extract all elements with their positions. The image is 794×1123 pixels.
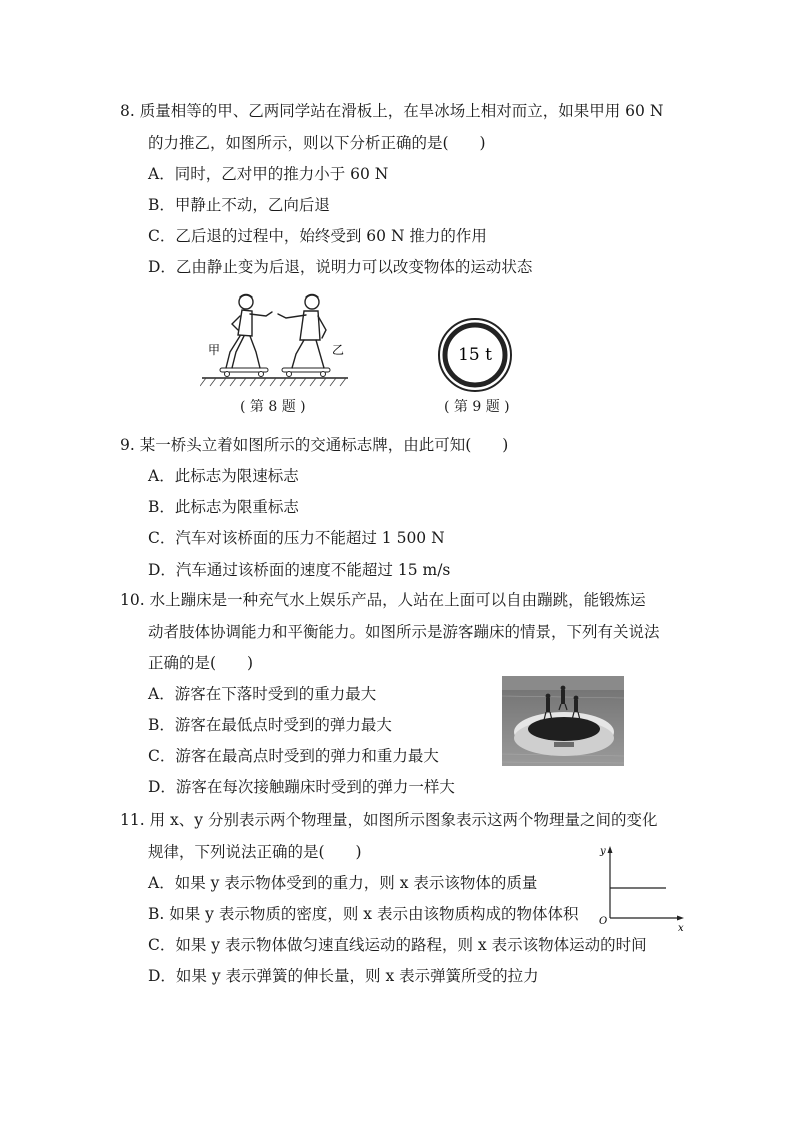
q8-number: 8. bbox=[120, 102, 135, 120]
q9-number: 9. bbox=[120, 436, 135, 454]
q10-option-a: A．游客在下落时受到的重力最大 bbox=[148, 685, 377, 703]
fig8-label-yi: 乙 bbox=[332, 343, 345, 357]
figure-11-graph bbox=[594, 842, 690, 934]
q10-option-c: C．游客在最高点时受到的弹力和重力最大 bbox=[148, 747, 439, 765]
q11-option-d: D．如果 y 表示弹簧的伸长量，则 x 表示弹簧所受的拉力 bbox=[148, 967, 539, 985]
q10-stem-line-3: 正确的是( ) bbox=[148, 654, 254, 672]
q8-stem-text-1: 质量相等的甲、乙两同学站在滑板上，在旱冰场上相对而立，如果甲用 60 N bbox=[139, 102, 664, 120]
q11-number: 11. bbox=[120, 811, 145, 829]
figure-9-sign bbox=[436, 316, 514, 394]
fig11-x-axis-label: x bbox=[678, 923, 684, 934]
q9-option-b: B．此标志为限重标志 bbox=[148, 498, 299, 516]
fig8-caption: ( 第 8 题 ) bbox=[240, 399, 306, 415]
q8-option-c: C．乙后退的过程中，始终受到 60 N 推力的作用 bbox=[148, 227, 487, 245]
q10-option-b: B．游客在最低点时受到的弹力最大 bbox=[148, 716, 392, 734]
fig11-y-axis-label: y bbox=[600, 846, 606, 857]
q9-stem-text-1: 某一桥头立着如图所示的交通标志牌，由此可知( ) bbox=[139, 436, 509, 454]
q11-stem-line-2: 规律，下列说法正确的是( ) bbox=[148, 843, 362, 861]
fig8-label-jia: 甲 bbox=[208, 343, 221, 357]
q10-stem-line-2: 动者肢体协调能力和平衡能力。如图所示是游客蹦床的情景，下列有关说法 bbox=[148, 623, 660, 641]
q10-stem-text-1: 水上蹦床是一种充气水上娱乐产品，人站在上面可以自由蹦跳，能锻炼运 bbox=[149, 591, 646, 609]
q10-option-d: D．游客在每次接触蹦床时受到的弹力一样大 bbox=[148, 778, 455, 796]
q8-stem-line-2: 的力推乙，如图所示，则以下分析正确的是( ) bbox=[148, 134, 486, 152]
q11-stem-line-1 bbox=[120, 810, 657, 830]
q9-option-d: D．汽车通过该桥面的速度不能超过 15 m/s bbox=[148, 561, 451, 579]
q11-option-a: A．如果 y 表示物体受到的重力，则 x 表示该物体的质量 bbox=[148, 874, 538, 892]
q9-option-c: C．汽车对该桥面的压力不能超过 1 500 N bbox=[148, 529, 445, 547]
q11-option-c: C．如果 y 表示物体做匀速直线运动的路程，则 x 表示该物体运动的时间 bbox=[148, 936, 647, 954]
fig11-origin-label: O bbox=[599, 916, 608, 927]
q8-option-d: D．乙由静止变为后退，说明力可以改变物体的运动状态 bbox=[148, 258, 533, 276]
q10-stem-line-1 bbox=[120, 590, 646, 610]
fig9-caption: ( 第 9 题 ) bbox=[444, 399, 510, 415]
figure-8-skaters bbox=[200, 290, 350, 390]
q10-number: 10. bbox=[120, 591, 145, 609]
figure-10-trampoline-photo bbox=[502, 676, 624, 766]
q8-stem-line-1 bbox=[120, 101, 663, 121]
q9-option-a: A．此标志为限速标志 bbox=[148, 467, 299, 485]
q8-option-b: B．甲静止不动，乙向后退 bbox=[148, 196, 330, 214]
fig9-sign-text: 15 t bbox=[458, 345, 492, 365]
q9-stem-line-1 bbox=[120, 435, 508, 455]
q8-option-a: A．同时，乙对甲的推力小于 60 N bbox=[148, 165, 389, 183]
q11-option-b: B. 如果 y 表示物质的密度，则 x 表示由该物质构成的物体体积 bbox=[148, 905, 579, 923]
q11-stem-text-1: 用 x、y 分别表示两个物理量，如图所示图象表示这两个物理量之间的变化 bbox=[149, 811, 658, 829]
